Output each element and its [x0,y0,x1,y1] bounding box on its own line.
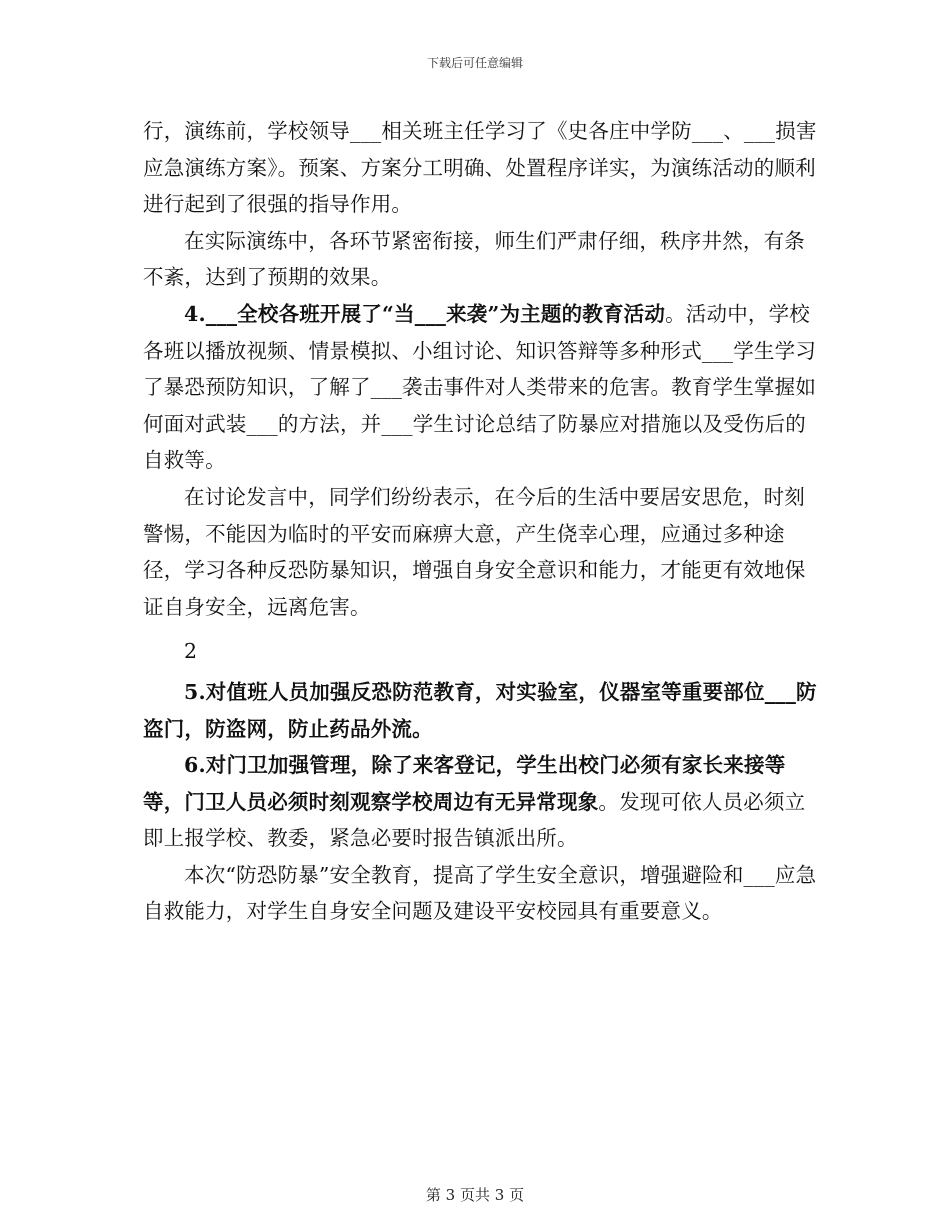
paragraph-6-text: 。发现可依人员必须立即上报学校、教委，紧急必要时报告镇派出所。 [143,789,806,851]
document-body [143,113,823,930]
paragraph-3-text: 。活动中，学校各班以播放视频、情景模拟、小组讨论、知识答辩等多种形式___学生学习了暴恐预防知识，了解了___袭击事件对人类带来的危害。教育学生掌握如何面对武装___的方法，并___学生讨论总结了防暴应对措施以及受伤后的自救等。 [143,301,817,473]
paragraph-3-heading: 4.___全校各班开展了“当___来袭”为主题的教育活动 [184,301,666,326]
paragraph-7: 本次“防恐防暴”安全教育，提高了学生安全意识，增强避险和___应急自救能力，对学生自身安全问题及建设平安校园具有重要意义。 [143,862,817,924]
page-footer: 第 3 页共 3 页 [425,1186,525,1204]
page-header: 下载后可任意编辑 [426,56,523,70]
section-number: 2 [184,639,198,664]
paragraph-3 [143,296,823,479]
paragraph-2: 在实际演练中，各环节紧密衔接，师生们严肃仔细，秩序井然，有条不紊，达到了预期的效果。 [143,228,805,290]
paragraph-6-heading: 6.对门卫加强管理，除了来客登记，学生出校门必须有家长来接等等，门卫人员必须时刻观察学校周边有无异常现象 [143,753,786,814]
paragraph-4: 在讨论发言中，同学们纷纷表示，在今后的生活中要居安思危，时刻警惕，不能因为临时的平安而麻痹大意，产生侥幸心理，应通过多种途径，学习各种反恐防暴知识，增强自身安全意识和能力，才能更有效地保证自身安全，远离危害。 [143,484,806,619]
paragraph-1: 行，演练前，学校领导___相关班主任学习了《史各庄中学防___、___损害应急演练方案》。预案、方案分工明确、处置程序详实，为演练活动的顺利进行起到了很强的指导作用。 [143,119,817,217]
paragraph-5: 5.对值班人员加强反恐防范教育，对实验室，仪器室等重要部位___防盗门，防盗网，防止药品外流。 [143,679,817,741]
paragraph-6 [143,747,823,857]
